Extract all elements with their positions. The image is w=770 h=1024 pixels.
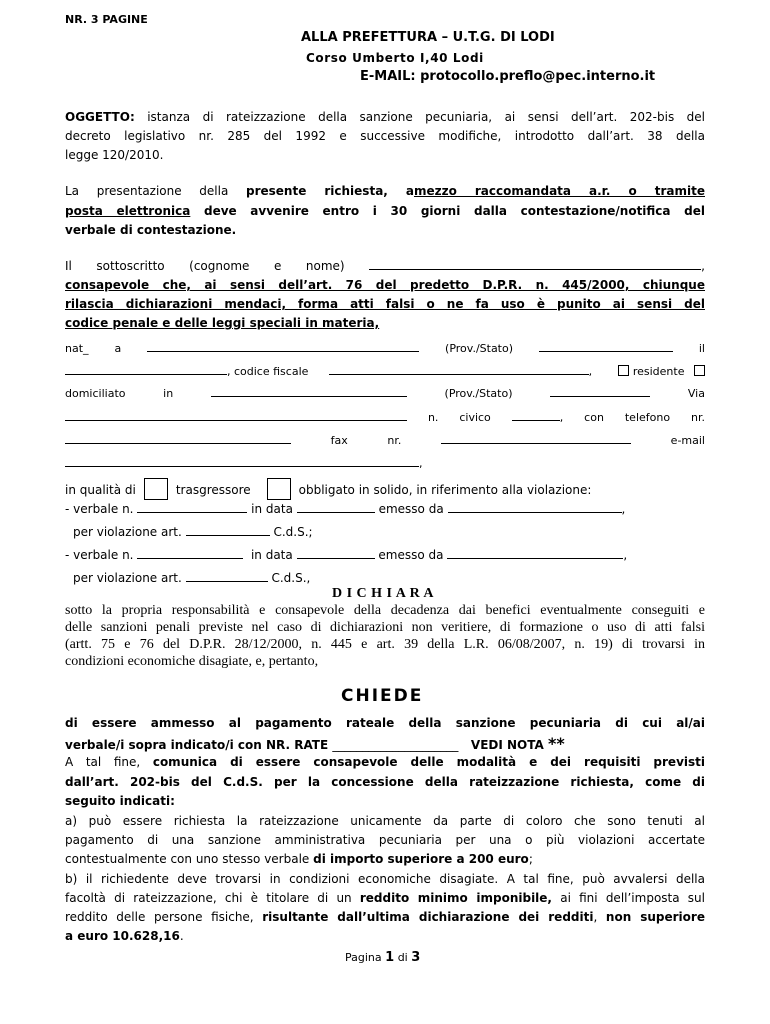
- header-email: E-MAIL: protocollo.preflo@pec.interno.it: [360, 69, 656, 84]
- presentazione-line-3: verbale di contestazione.: [65, 223, 237, 237]
- oggetto-line-1: OGGETTO: istanza di rateizzazione della sanzione pecuniaria, ai sensi dell’art. 202-bis del: [65, 110, 705, 124]
- via-row: n. civico , con telefono nr.: [65, 409, 705, 424]
- prov-nascita-field[interactable]: [539, 340, 673, 352]
- consapevole-line-1: consapevole che, ai sensi dell’art. 76 del predetto D.P.R. n. 445/2000, chiunque: [65, 278, 705, 292]
- email-field[interactable]: [65, 455, 419, 467]
- verbale-1-emesso-field[interactable]: [448, 501, 622, 513]
- nr-rate-field[interactable]: _____________________: [332, 738, 459, 752]
- domicilio-field[interactable]: [211, 385, 407, 397]
- oggetto-line-3: legge 120/2010.: [65, 148, 164, 162]
- presentazione-line-2: posta elettronica deve avvenire entro i 30 giorni dalla contestazione/notifica del: [65, 204, 705, 218]
- email-row: ,: [65, 455, 423, 470]
- req-a-line-1: a) può essere richiesta la rateizzazione unicamente da parte di coloro che sono tenuti al: [65, 814, 705, 828]
- luogo-nascita-field[interactable]: [147, 340, 419, 352]
- verbale-1-date-field[interactable]: [297, 501, 375, 513]
- oggetto-label: OGGETTO:: [65, 110, 135, 124]
- dichiara-line-2: delle sanzioni penali previste nel caso di dichiarazioni non veritiere, di formazione o uso di atti falsi: [65, 620, 705, 635]
- dichiara-line-4: condizioni economiche disagiate, e, pertanto,: [65, 654, 319, 669]
- verbale-2-emesso-field[interactable]: [447, 547, 623, 559]
- verbale-2-row: - verbale n. in data emesso da ,: [65, 548, 628, 562]
- page-footer: Pagina 1 di 3: [345, 950, 421, 965]
- chiede-line-2: verbale/i sopra indicato/i con NR. RATE _____________________ VEDI NOTA **: [65, 734, 565, 753]
- cognome-nome-field[interactable]: [369, 258, 701, 270]
- oggetto-line-2: decreto legislativo nr. 285 del 1992 e successive modifiche, introdotto dall’art. 38 della: [65, 129, 705, 143]
- chiede-line-4: dall’art. 202-bis del C.d.S. per la concessione della rateizzazione richiesta, come di: [65, 775, 705, 789]
- req-a-line-3: contestualmente con uno stesso verbale di importo superiore a 200 euro;: [65, 852, 533, 866]
- address: Corso Umberto I,40 Lodi: [306, 51, 484, 65]
- chiede-line-1: di essere ammesso al pagamento rateale della sanzione pecuniaria di cui al/ai: [65, 716, 705, 730]
- violazione-2-art-field[interactable]: [186, 570, 268, 582]
- verbale-2-date-field[interactable]: [297, 547, 375, 559]
- violazione-1-art-field[interactable]: [186, 524, 270, 536]
- codice-fiscale-row: , codice fiscale , residente: [65, 363, 705, 378]
- req-b-line-1: b) il richiedente deve trovarsi in condizioni economiche disagiate. A tal fine, può avvalersi della: [65, 872, 705, 886]
- chiede-line-5: seguito indicati:: [65, 794, 175, 808]
- data-nascita-field[interactable]: [65, 363, 227, 375]
- addressee: ALLA PREFETTURA – U.T.G. DI LODI: [301, 30, 555, 45]
- req-a-line-2: pagamento di una sanzione amministrativa pecuniaria per una o più violazioni accertate: [65, 833, 705, 847]
- via-field[interactable]: [65, 409, 407, 421]
- violazione-2-row: per violazione art. C.d.S.,: [73, 571, 311, 585]
- verbale-1-row: - verbale n. in data emesso da ,: [65, 502, 626, 516]
- domiciliato-row: domiciliato in (Prov./Stato) Via: [65, 387, 705, 400]
- pages-count-label: NR. 3 PAGINE: [65, 13, 148, 26]
- dichiara-line-3: (artt. 75 e 76 del D.P.R. 28/12/2000, n. 445 e art. 39 della L.R. 06/08/2007, n. 19) di trovarsi in: [65, 637, 705, 652]
- dichiara-title: D I C H I A R A: [332, 586, 435, 601]
- violazione-1-row: per violazione art. C.d.S.;: [73, 525, 313, 539]
- verbale-1-number-field[interactable]: [137, 501, 247, 513]
- verbale-2-number-field[interactable]: [137, 547, 243, 559]
- trasgressore-checkbox[interactable]: [144, 478, 168, 500]
- codice-fiscale-field[interactable]: [329, 363, 589, 375]
- fax-row: fax nr. e-mail: [65, 432, 705, 447]
- req-b-line-3: reddito delle persone fisiche, risultante dall’ultima dichiarazione dei redditi, non superiore: [65, 910, 705, 924]
- telefono-field[interactable]: [65, 432, 291, 444]
- prov-domicilio-field[interactable]: [550, 385, 650, 397]
- nato-row: nat_ a (Prov./Stato) il: [65, 342, 705, 355]
- obbligato-checkbox[interactable]: [267, 478, 291, 500]
- fax-field[interactable]: [441, 432, 631, 444]
- dichiara-line-1: sotto la propria responsabilità e consapevole della decadenza dai benefici eventualmente conseguiti e: [65, 603, 705, 618]
- total-pages-number: 3: [411, 950, 421, 965]
- chiede-title: CHIEDE: [341, 686, 424, 706]
- chiede-line-3: A tal fine, comunica di essere consapevole delle modalità e dei requisiti previsti: [65, 755, 705, 769]
- req-b-line-2: facoltà di rateizzazione, chi è titolare di un reddito minimo imponibile, ai fini dell’imposta sul: [65, 891, 705, 905]
- consapevole-line-2: rilascia dichiarazioni mendaci, forma atti falsi o ne fa uso è punito ai sensi del: [65, 297, 705, 311]
- residente-checkbox-left[interactable]: [618, 365, 629, 376]
- current-page-number: 1: [385, 950, 395, 965]
- qualita-row: in qualità di trasgressore obbligato in solido, in riferimento alla violazione:: [65, 478, 591, 500]
- residente-checkbox-right[interactable]: [694, 365, 705, 376]
- req-b-line-4: a euro 10.628,16.: [65, 929, 184, 943]
- sottoscritto-row: Il sottoscritto (cognome e nome) ,: [65, 259, 705, 273]
- presentazione-line-1: La presentazione della presente richiesta, amezzo raccomandata a.r. o tramite: [65, 184, 705, 198]
- consapevole-line-3: codice penale e delle leggi speciali in materia,: [65, 316, 380, 330]
- civico-field[interactable]: [512, 409, 560, 421]
